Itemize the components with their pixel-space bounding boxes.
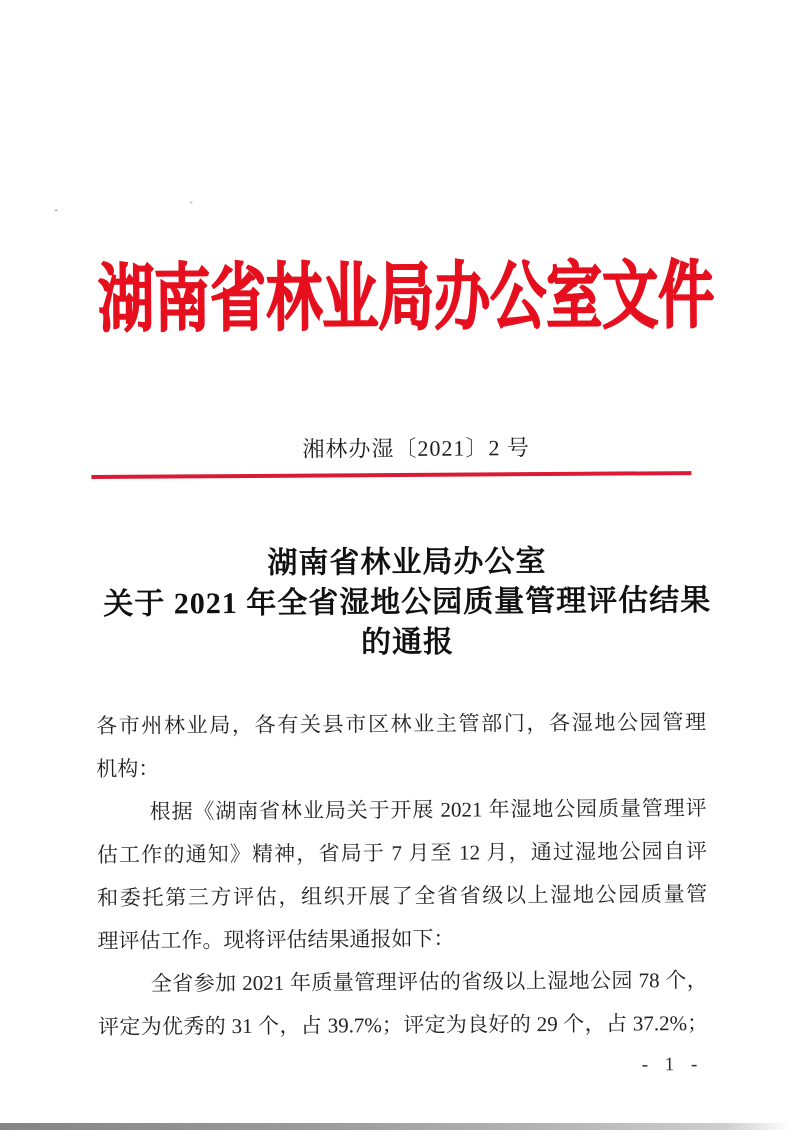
red-separator-line	[91, 471, 691, 479]
doc-title	[14, 540, 800, 665]
doc-title-line-2: 关于 2021 年全省湿地公园质量管理评估结果	[103, 583, 712, 621]
scan-speck	[190, 201, 193, 203]
body-line: 和委托第三方评估，组织开展了全省省级以上湿地公园质量管	[97, 881, 708, 911]
doc-title-line-1: 湖南省林业局办公室	[267, 545, 547, 580]
body-line: 全省参加 2021 年质量管理评估的省级以上湿地公园 78 个，	[150, 967, 708, 996]
page-number: - 1 -	[641, 1053, 704, 1076]
body-line: 机构：	[96, 756, 160, 782]
agency-masthead: 湖南省林业局办公室文件	[97, 255, 715, 342]
body-line: 估工作的通知》精神，省局于 7 月至 12 月，通过湿地公园自评	[96, 838, 707, 868]
document-body	[96, 701, 708, 1049]
scan-speck	[55, 209, 58, 211]
body-line: 评定为优秀的 31 个，占 39.7%；评定为良好的 29 个，占 37.2%；	[97, 1010, 709, 1040]
scan-edge-artifact	[0, 1123, 790, 1130]
body-line: 根据《湖南省林业局关于开展 2021 年湿地公园质量管理评	[149, 795, 707, 824]
body-line: 各市州林业局，各有关县市区林业主管部门，各湿地公园管理	[95, 709, 707, 739]
body-line: 理评估工作。现将评估结果通报如下：	[97, 926, 455, 954]
doc-number: 湘林办湿〔2021〕2 号	[302, 435, 531, 462]
doc-title-line-3: 的通报	[360, 625, 455, 660]
